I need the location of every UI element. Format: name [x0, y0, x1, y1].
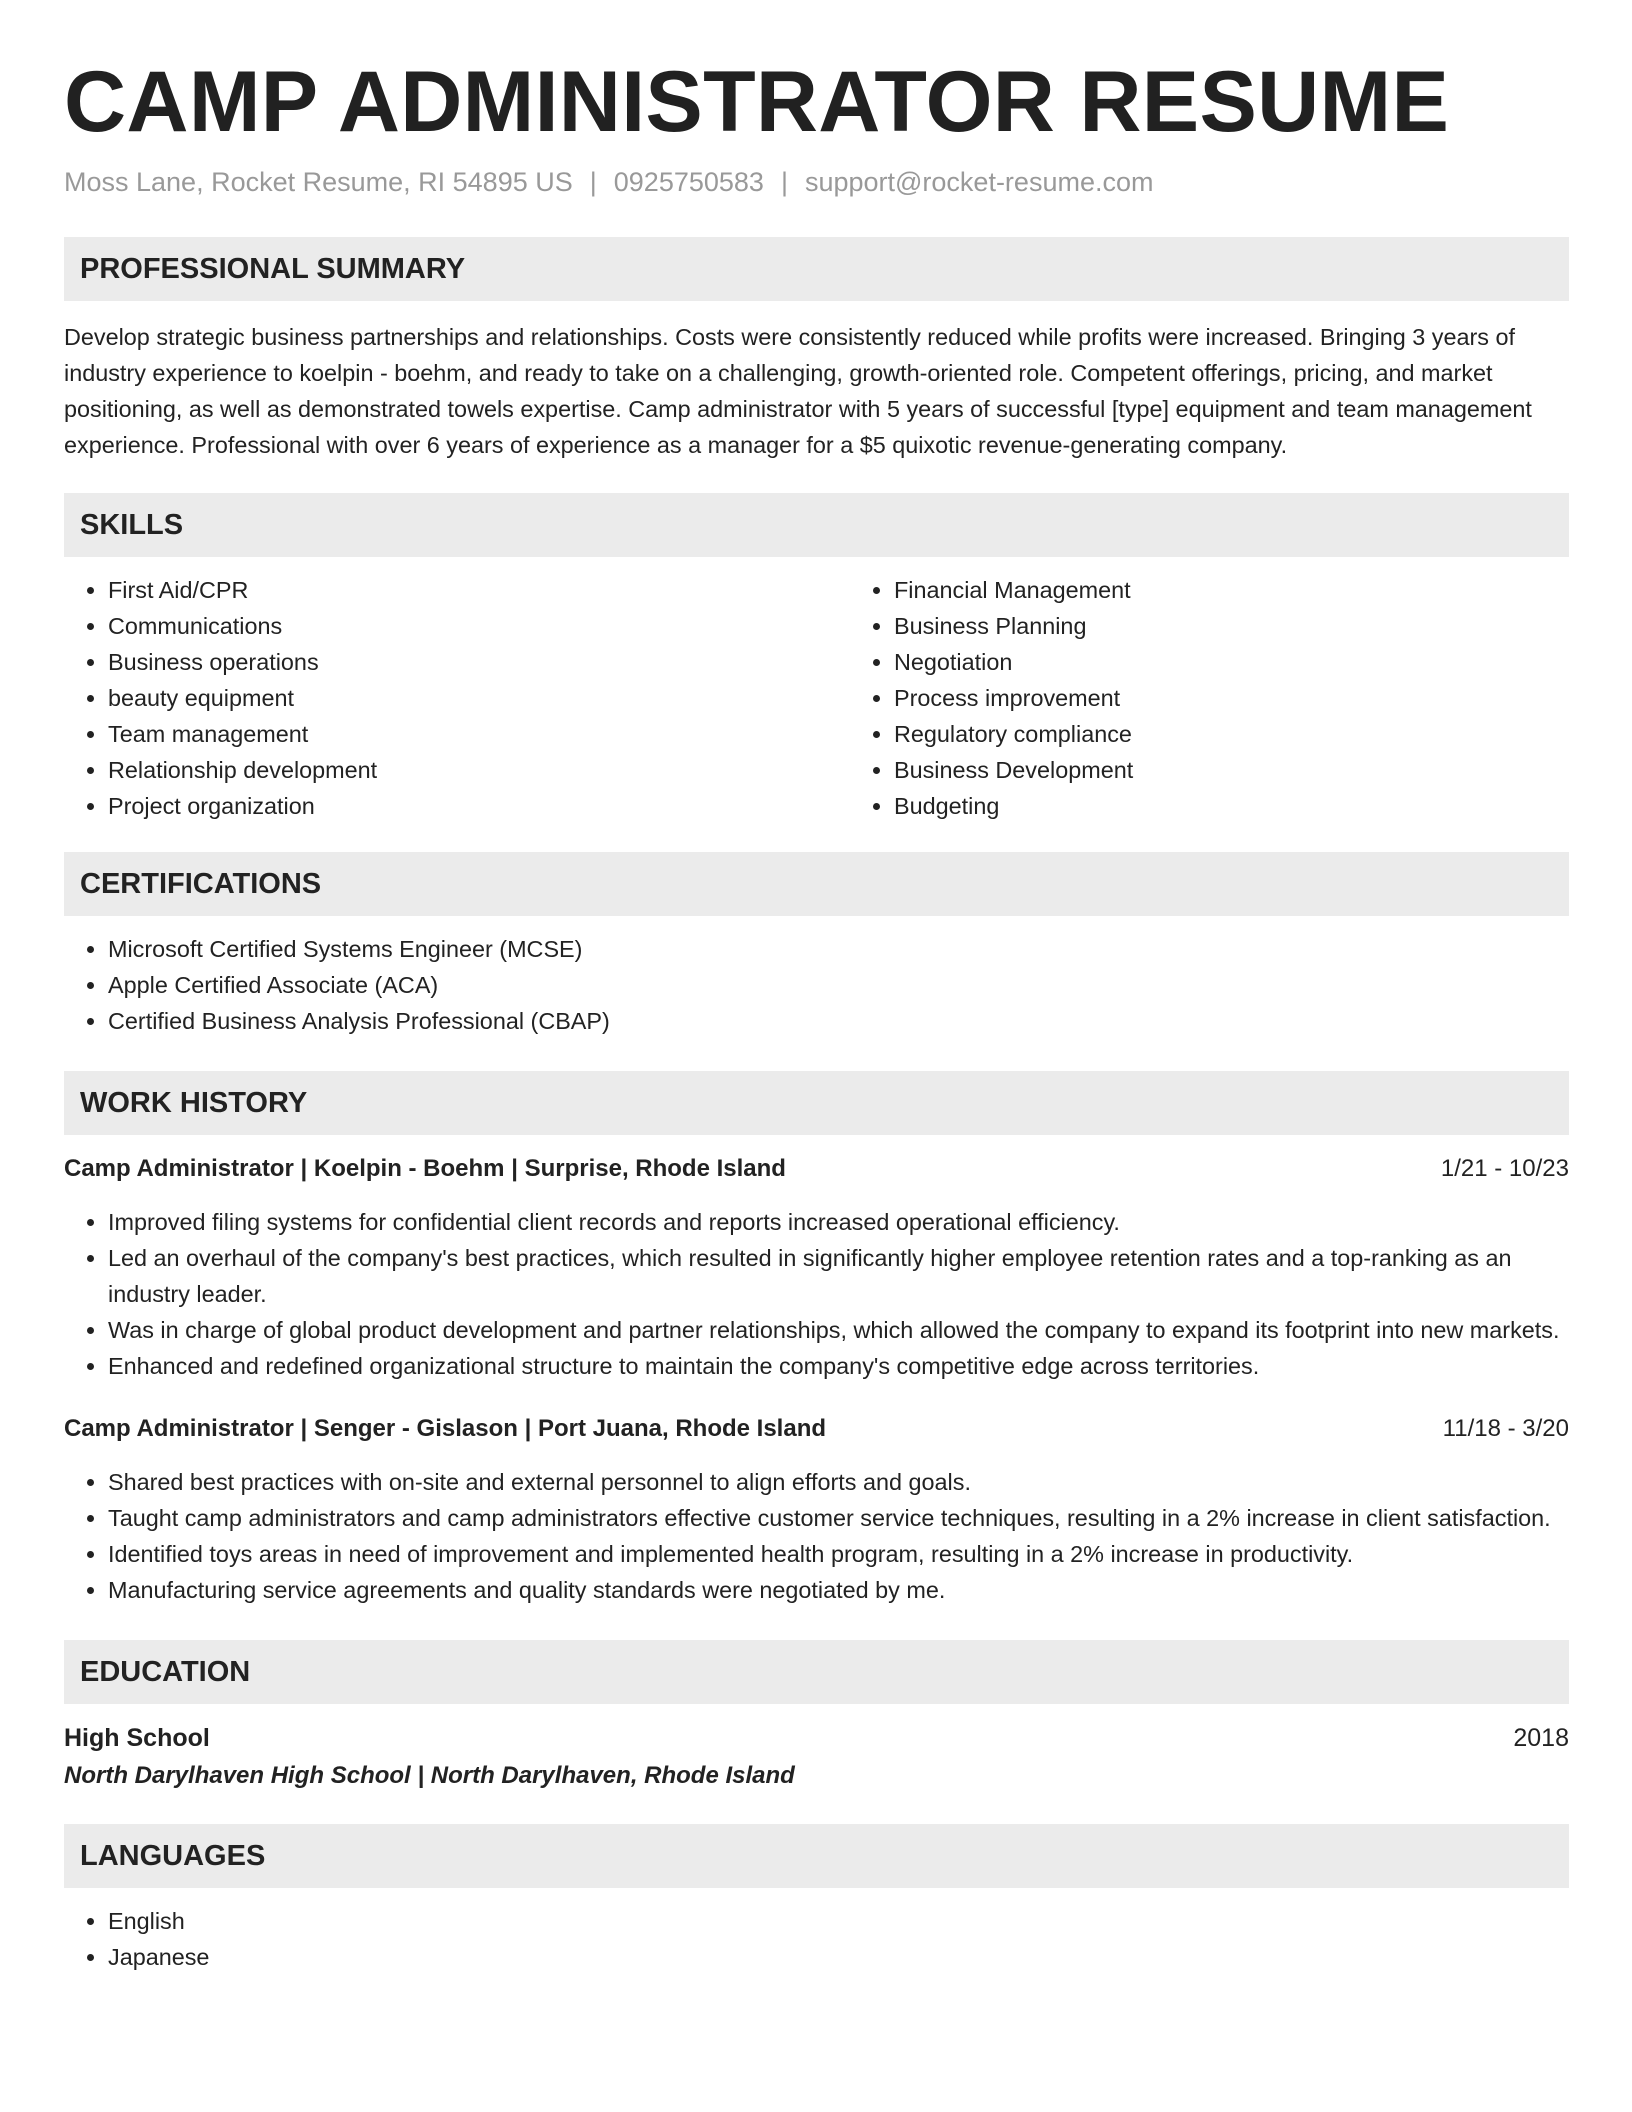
summary-section	[64, 237, 1569, 463]
summary-heading: PROFESSIONAL SUMMARY	[64, 237, 1569, 301]
skill-item: • Budgeting	[894, 788, 1569, 824]
resume-title: CAMP ADMINISTRATOR RESUME	[64, 54, 1450, 150]
languages-list	[64, 1903, 1569, 1975]
contact-line	[64, 165, 1569, 199]
languages-heading: LANGUAGES	[64, 1824, 1569, 1888]
skill-item: • Process improvement	[894, 680, 1569, 716]
job-bullet: • Was in charge of global product development and partner relationships, which allowed the company to expand its footprint into new markets.	[108, 1312, 1569, 1348]
skills-heading: SKILLS	[64, 493, 1569, 557]
skill-item: • Negotiation	[894, 644, 1569, 680]
certification-item: • Apple Certified Associate (ACA)	[108, 967, 1569, 1003]
job-bullet: • Taught camp administrators and camp administrators effective customer service techniques, resulting in a 2% increase in client satisfaction.	[108, 1500, 1569, 1536]
skill-item: • Business operations	[108, 644, 850, 680]
job-entry	[64, 1151, 1569, 1384]
job-header	[64, 1151, 1569, 1187]
job-title: Camp Administrator | Koelpin - Boehm | Surprise, Rhode Island	[64, 1155, 786, 1182]
contact-address: Moss Lane, Rocket Resume, RI 54895 US	[64, 167, 573, 197]
job-entry	[64, 1411, 1569, 1608]
contact-separator: |	[589, 167, 597, 197]
job-dates: 1/21 - 10/23	[1440, 1155, 1569, 1182]
job-bullet: • Led an overhaul of the company's best practices, which resulted in significantly higher employee retention rates and a top-ranking as an industry leader.	[108, 1240, 1569, 1312]
languages-section	[64, 1824, 1569, 1975]
contact-email[interactable]: support@rocket-resume.com	[804, 167, 1154, 197]
certifications-section	[64, 852, 1569, 1039]
skill-item: • Project organization	[108, 788, 850, 824]
education-heading: EDUCATION	[64, 1640, 1569, 1704]
work-history-heading: WORK HISTORY	[64, 1071, 1569, 1135]
certifications-heading: CERTIFICATIONS	[64, 852, 1569, 916]
job-header	[64, 1411, 1569, 1447]
work-history-section	[64, 1071, 1569, 1608]
summary-text: Develop strategic business partnerships and relationships. Costs were consistently reduced while profits were increased. Bringing 3 years of industry experience to koelpin - boehm, and ready to take on a challenging, growth-oriented role. Competent offerings, pricing, and market positioning, as well as demonstrated towels expertise. Camp administrator with 5 years of successful [type] equipment and team management experience. Professional with over 6 years of experience as a manager for a $5 quixotic revenue-generating company.	[64, 324, 1532, 458]
education-year: 2018	[1513, 1724, 1569, 1752]
skills-list-left	[64, 572, 850, 824]
job-bullet: • Shared best practices with on-site and external personnel to align efforts and goals.	[108, 1464, 1569, 1500]
skills-list-right	[850, 572, 1569, 824]
skill-item: • Communications	[108, 608, 850, 644]
certifications-list	[64, 931, 1569, 1039]
education-header	[64, 1720, 1569, 1756]
skill-item: • Relationship development	[108, 752, 850, 788]
skill-item: • Regulatory compliance	[894, 716, 1569, 752]
certification-item: • Certified Business Analysis Professional (CBAP)	[108, 1003, 1569, 1039]
job-bullets	[64, 1464, 1569, 1608]
skill-item: • First Aid/CPR	[108, 572, 850, 608]
skill-item: • Team management	[108, 716, 850, 752]
education-section	[64, 1640, 1569, 1794]
job-bullet: • Manufacturing service agreements and quality standards were negotiated by me.	[108, 1572, 1569, 1608]
job-title: Camp Administrator | Senger - Gislason | Port Juana, Rhode Island	[64, 1415, 827, 1442]
job-bullets	[64, 1204, 1569, 1384]
skill-item: • Business Development	[894, 752, 1569, 788]
certification-item: • Microsoft Certified Systems Engineer (MCSE)	[108, 931, 1569, 967]
job-bullet: • Improved filing systems for confidential client records and reports increased operational efficiency.	[108, 1204, 1569, 1240]
job-bullet: • Enhanced and redefined organizational structure to maintain the company's competitive edge across territories.	[108, 1348, 1569, 1384]
language-item: • Japanese	[108, 1939, 1569, 1975]
contact-phone: 0925750583	[613, 167, 764, 197]
education-school: North Darylhaven High School | North Darylhaven, Rhode Island	[64, 1762, 795, 1789]
skill-item: • Financial Management	[894, 572, 1569, 608]
job-bullet: • Identified toys areas in need of improvement and implemented health program, resulting in a 2% increase in productivity.	[108, 1536, 1569, 1572]
language-item: • English	[108, 1903, 1569, 1939]
skill-item: • beauty equipment	[108, 680, 850, 716]
skills-grid	[64, 572, 1569, 824]
education-degree: High School	[64, 1724, 210, 1752]
job-dates: 11/18 - 3/20	[1442, 1415, 1569, 1442]
contact-separator: |	[780, 167, 788, 197]
skill-item: • Business Planning	[894, 608, 1569, 644]
skills-section	[64, 493, 1569, 824]
